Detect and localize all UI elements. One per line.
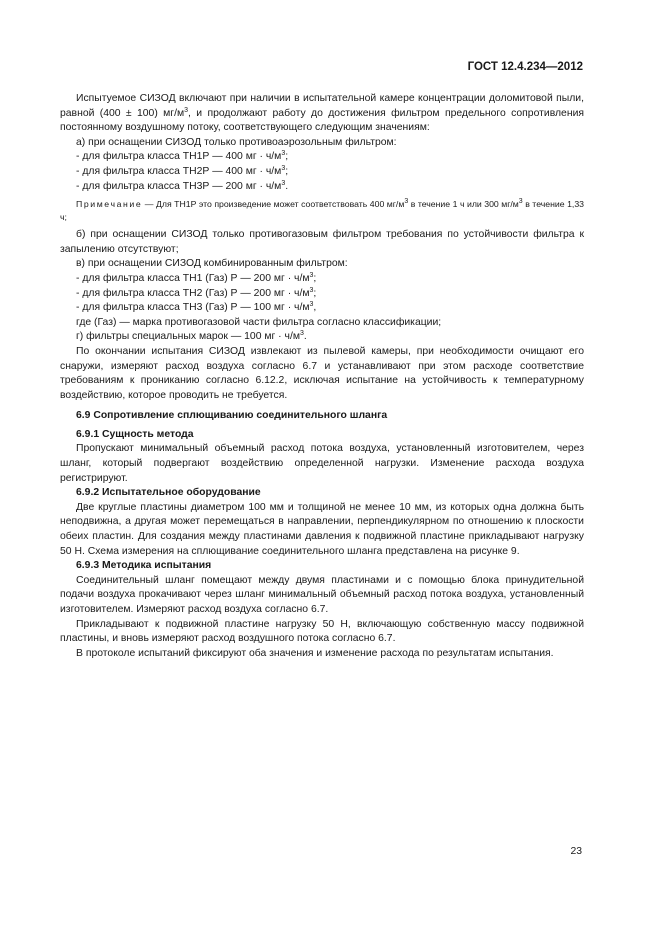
list-item: - для фильтра класса ТН3Р — 200 мг · $ч/м^3$. bbox=[76, 179, 289, 192]
subsection-heading-6-9-3: 6.9.3 Методика испытания bbox=[76, 560, 212, 572]
paragraph: По окончании испытания СИЗОД извлекают из пылевой камеры, при необходимости очищают его снаружи, измеряют расход воздуха согласно 6.7 и устанавливают при этом расходе соответствие требованиям к прониканию согласно 6.12.2, исключая испытание на устойчивость к температурному воздействию, которое проводить не требуется. bbox=[60, 345, 584, 401]
subsection-heading-6-9-2: 6.9.2 Испытательное оборудование bbox=[76, 487, 261, 499]
list-item: - для фильтра класса ТН2Р — 400 мг · $ч/м^3$; bbox=[76, 164, 289, 177]
paragraph: Две круглые пластины диаметром 100 мм и толщиной не менее 10 мм, из которых одна должна быть неподвижна, а другая может перемещаться в направлении, перпендикулярном по отношению к плоскости обеих пластин. Для создания между пластинами давления к подвижной пластине прикладывают нагрузку 50 Н. Схема измерения на сплющивание соединительного шланга представлена на рисунке 9. bbox=[60, 501, 584, 557]
list-item-a: а) при оснащении СИЗОД только противоаэрозольным фильтром: bbox=[76, 136, 397, 148]
document-header: ГОСТ 12.4.234—2012 bbox=[467, 61, 583, 73]
list-item: - для фильтра класса ТН2 (Газ) Р — 200 мг · $ч/м^3$; bbox=[76, 286, 317, 299]
list-item: - для фильтра класса ТН3 (Газ) Р — 100 мг · $ч/м^3$, bbox=[76, 301, 317, 314]
list-item-g: г) фильтры специальных марок — 100 мг · $ч/м^3$. bbox=[76, 330, 307, 343]
section-heading-6-9: 6.9 Сопротивление сплющиванию соединительного шланга bbox=[76, 410, 388, 422]
paragraph: Прикладывают к подвижной пластине нагрузку 50 Н, включающую собственную массу подвижной пластины, и вновь измеряют расход воздушного потока согласно 6.7. bbox=[60, 618, 584, 645]
subsection-heading-6-9-1: 6.9.1 Сущность метода bbox=[76, 428, 194, 440]
page-number: 23 bbox=[570, 846, 582, 857]
note-label: Примечание bbox=[76, 199, 143, 210]
gas-definition: где (Газ) — марка противогазовой части фильтра согласно классификации; bbox=[76, 316, 442, 328]
list-item-b: б) при оснащении СИЗОД только противогазовым фильтром требования по устойчивости фильтра к запылению отсутствуют; bbox=[60, 229, 584, 255]
list-item: - для фильтра класса ТН1 (Газ) Р — 200 мг · $ч/м^3$; bbox=[76, 271, 317, 284]
paragraph: Соединительный шланг помещают между двумя пластинами и с помощью блока принудительной подачи воздуха прокачивают через шланг минимальный объемный расход потока воздуха, установленный изготовителем. Измеряют расход воздуха согласно 6.7. bbox=[60, 574, 584, 615]
paragraph: Испытуемое СИЗОД включают при наличии в испытательной камере концентрации доломитовой пыли, равной (400 ± 100) $мг/м^3$, и продолжают работу до достижения фильтром предельного сопротивления постоянному воздушному потоку, соответствующего следующим значениям: bbox=[60, 93, 584, 134]
page-body bbox=[60, 92, 584, 661]
note: Примечание — Для ТН1Р это произведение может соответствовать 400 $мг/м^3$ в течение 1 ч или 300 $мг/м^3$ в течение 1,33 ч; bbox=[60, 198, 584, 223]
list-item-v: в) при оснащении СИЗОД комбинированным фильтром: bbox=[76, 258, 348, 270]
paragraph: Пропускают минимальный объемный расход потока воздуха, установленный изготовителем, через шланг, который подвергают воздействию определенной нагрузки. Изменение расхода воздуха регистрируют. bbox=[60, 443, 584, 484]
paragraph: В протоколе испытаний фиксируют оба значения и изменение расхода по результатам испытания. bbox=[76, 647, 554, 659]
list-item: - для фильтра класса ТН1Р — 400 мг · $ч/м^3$; bbox=[76, 150, 289, 163]
